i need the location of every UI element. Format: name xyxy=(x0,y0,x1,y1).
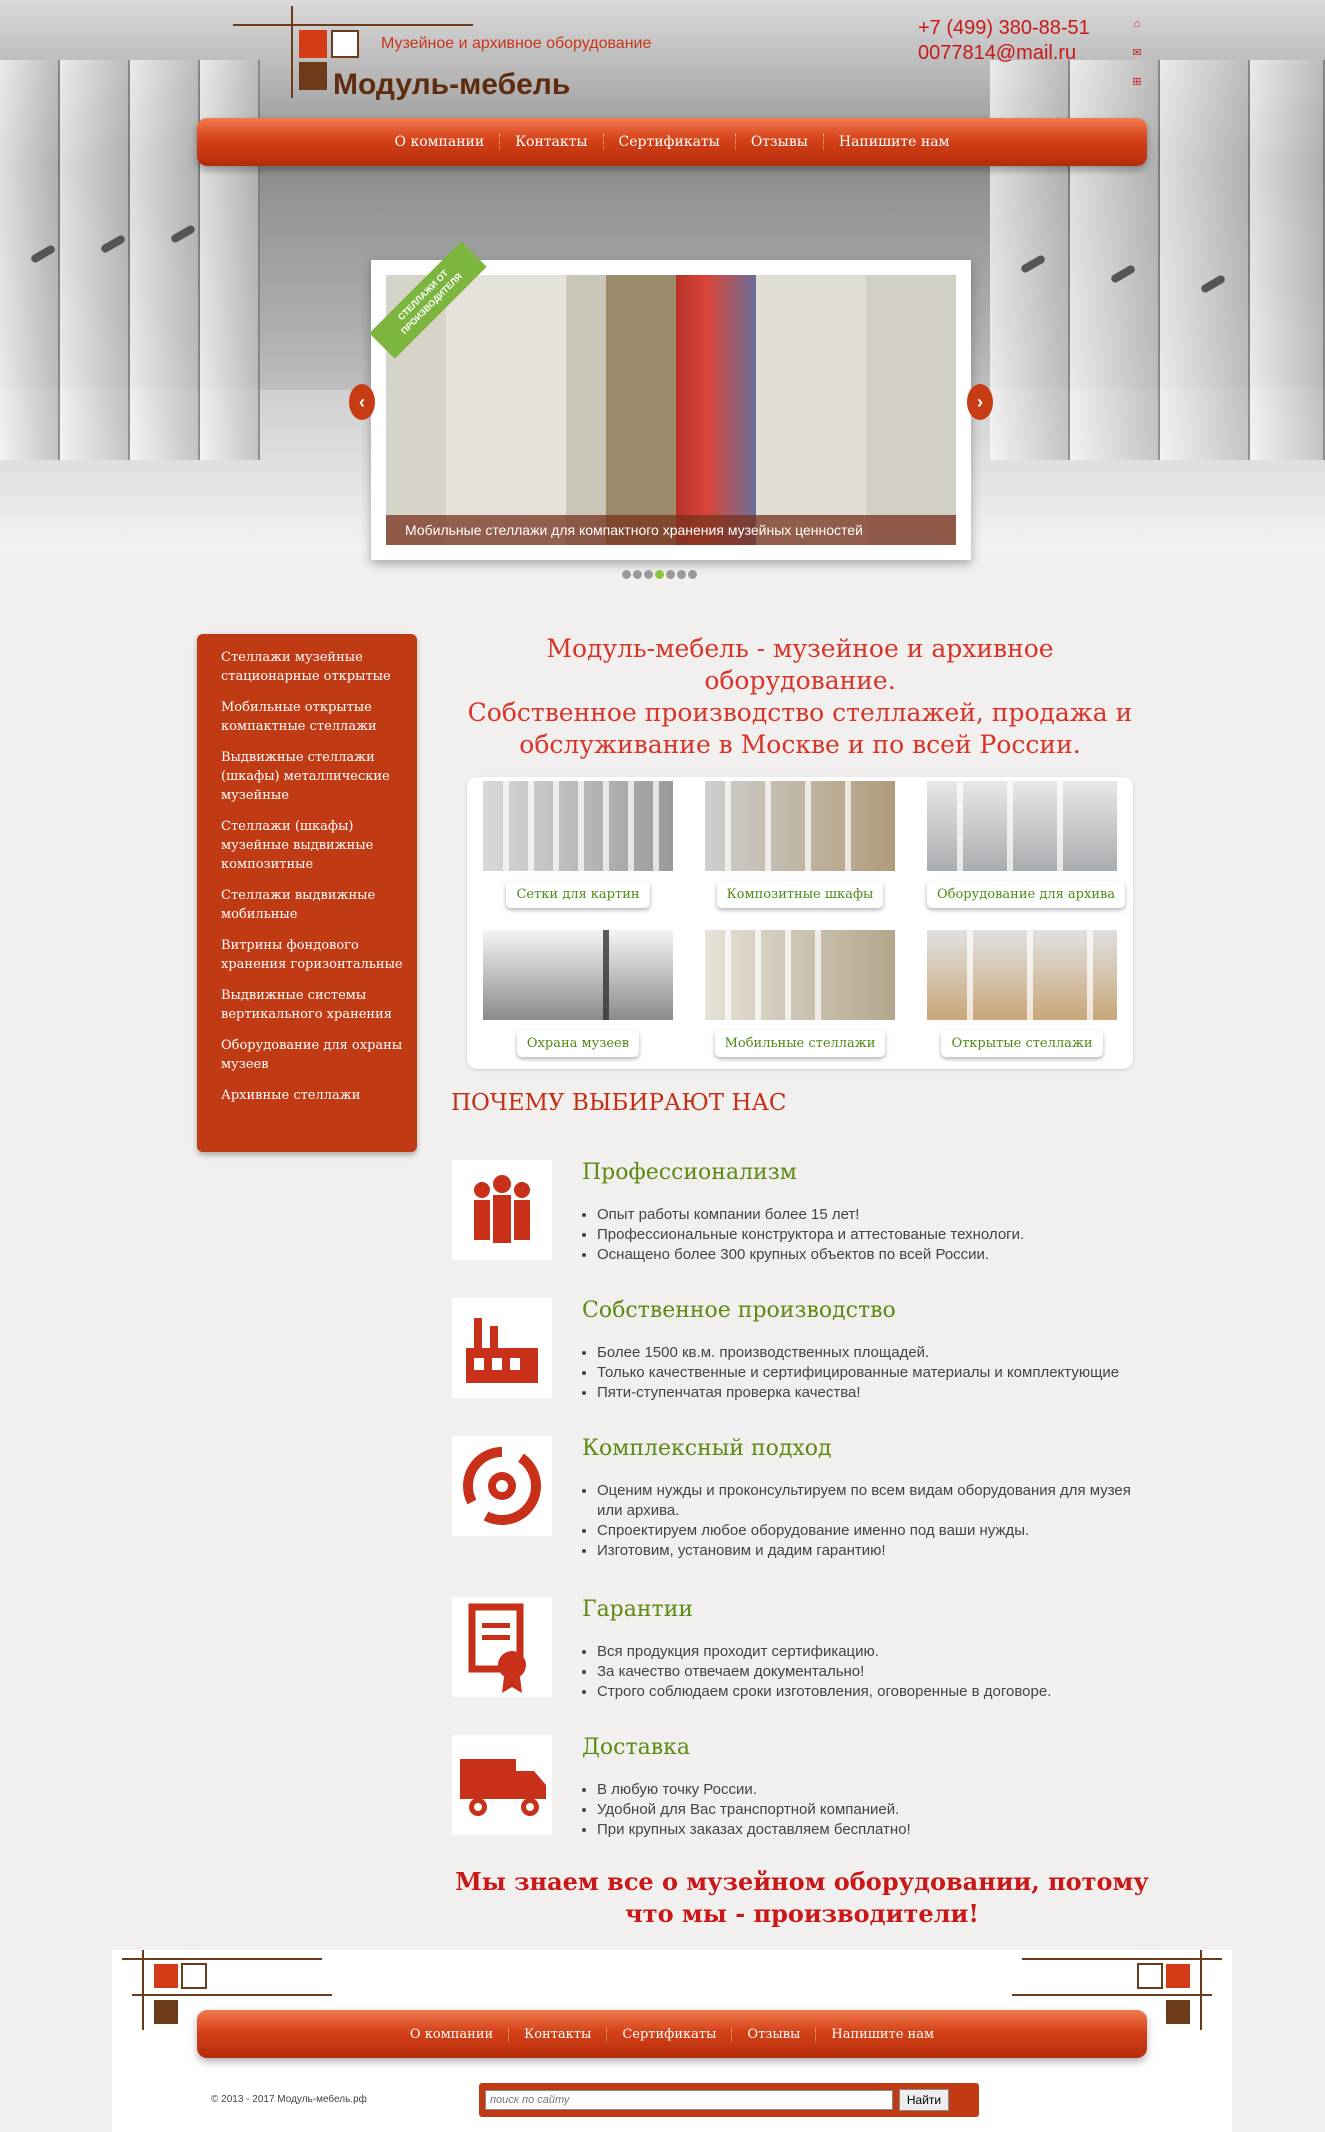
slide-image[interactable] xyxy=(386,275,956,545)
hero-shelf xyxy=(130,60,200,460)
copyright: © 2013 - 2017 Модуль-мебель.рф xyxy=(211,2094,367,2105)
product-image[interactable] xyxy=(705,781,895,871)
hero-shelf xyxy=(1160,60,1250,460)
headline-line: Модуль-мебель - музейное и архивное оборудование. xyxy=(546,634,1054,695)
feature-item: • Опыт работы компании более 15 лет! xyxy=(597,1205,1157,1225)
product-grid xyxy=(467,777,1133,1069)
feature-item: • Пяти-ступенчатая проверка качества! xyxy=(597,1383,1157,1403)
product-card[interactable] xyxy=(483,781,673,908)
footer-nav-reviews[interactable]: Отзывы xyxy=(732,2027,816,2042)
sidebar-item[interactable]: Выдвижные стеллажи (шкафы) металлические музейные xyxy=(221,750,390,803)
slide-caption: Мобильные стеллажи для компактного хранения музейных ценностей xyxy=(386,515,956,545)
product-button[interactable]: Композитные шкафы xyxy=(717,881,884,908)
home-icon[interactable]: ⌂ xyxy=(1133,18,1141,30)
logo-line xyxy=(233,24,473,26)
search-button[interactable]: Найти xyxy=(899,2089,949,2111)
product-image[interactable] xyxy=(927,930,1117,1020)
slider-dot[interactable] xyxy=(666,570,675,579)
why-us-title: ПОЧЕМУ ВЫБИРАЮТ НАС xyxy=(451,1090,787,1116)
search-box xyxy=(479,2083,979,2117)
footer-nav xyxy=(197,2010,1147,2058)
slide-cabinet xyxy=(676,275,756,545)
logo-square xyxy=(299,30,327,58)
hero-shelf xyxy=(1250,60,1325,460)
slider-dot[interactable] xyxy=(633,570,642,579)
feature-item: • Изготовим, установим и дадим гарантию! xyxy=(597,1541,1157,1561)
sidebar-item[interactable]: Стеллажи выдвижные мобильные xyxy=(221,888,376,922)
feature-item: • За качество отвечаем документально! xyxy=(597,1662,1157,1682)
slider-dots xyxy=(622,570,697,579)
hero-shelf xyxy=(0,60,60,460)
slide-cabinet xyxy=(446,275,566,545)
image-slider xyxy=(371,260,971,560)
slider-dot-active[interactable] xyxy=(655,570,664,579)
slider-dot[interactable] xyxy=(644,570,653,579)
header-contacts xyxy=(918,16,1090,66)
product-image[interactable] xyxy=(927,781,1117,871)
phone-number[interactable]: +7 (499) 380-88-51 xyxy=(918,17,1090,39)
slider-dot[interactable] xyxy=(688,570,697,579)
sidebar-item[interactable]: Оборудование для охраны музеев xyxy=(221,1038,403,1072)
feature-title: Гарантии xyxy=(582,1597,694,1622)
feature-item: • Строго соблюдаем сроки изготовления, оговоренные в договоре. xyxy=(597,1682,1157,1702)
feature-item: • В любую точку России. xyxy=(597,1780,1157,1800)
certificate-icon xyxy=(452,1597,552,1697)
footer-nav-contacts[interactable]: Контакты xyxy=(509,2027,607,2042)
nav-reviews[interactable]: Отзывы xyxy=(736,134,824,150)
sidebar-item[interactable]: Стеллажи музейные стационарные открытые xyxy=(221,650,391,684)
closing-statement: Мы знаем все о музейном оборудовании, потому что мы - производители! xyxy=(455,1867,1149,1928)
product-button[interactable]: Мобильные стеллажи xyxy=(715,1030,886,1057)
sidebar-item[interactable]: Выдвижные системы вертикального хранения xyxy=(221,988,392,1022)
site-logo[interactable] xyxy=(233,6,653,106)
logo-square xyxy=(299,62,327,90)
sitemap-icon[interactable]: ⊞ xyxy=(1132,76,1142,88)
product-image[interactable] xyxy=(483,930,673,1020)
nav-certificates[interactable]: Сертификаты xyxy=(604,134,736,150)
feature-item: • Оснащено более 300 крупных объектов по всей России. xyxy=(597,1245,1157,1265)
headline-line: Собственное производство стеллажей, продажа и обслуживание в Москве и по всей России. xyxy=(467,698,1133,759)
slide-ribbon: СТЕЛЛАЖИ ОТ ПРОИЗВОДИТЕЛЯ xyxy=(369,241,486,358)
truck-icon xyxy=(452,1735,552,1835)
email-address[interactable]: 0077814@mail.ru xyxy=(918,42,1077,64)
nav-write-us[interactable]: Напишите нам xyxy=(838,134,950,150)
sidebar-menu xyxy=(197,634,417,1152)
feature-item: • Более 1500 кв.м. производственных площадей. xyxy=(597,1343,1157,1363)
feature-title: Собственное производство xyxy=(582,1298,896,1323)
mail-icon[interactable]: ✉ xyxy=(1132,47,1142,59)
team-icon xyxy=(452,1160,552,1260)
product-button[interactable]: Сетки для картин xyxy=(506,881,649,908)
feature-item: • Оценим нужды и проконсультируем по всем видам оборудования для музея или архива. xyxy=(597,1481,1157,1521)
product-card[interactable] xyxy=(483,930,673,1057)
feature-item: • Удобной для Вас транспортной компанией. xyxy=(597,1800,1157,1820)
hero-shelf xyxy=(60,60,130,460)
slider-dot[interactable] xyxy=(622,570,631,579)
product-button[interactable]: Открытые стеллажи xyxy=(941,1030,1102,1057)
feature-title: Комплексный подход xyxy=(582,1436,832,1461)
product-image[interactable] xyxy=(483,781,673,871)
feature-title: Доставка xyxy=(582,1735,690,1760)
product-image[interactable] xyxy=(705,930,895,1020)
slide-cabinet xyxy=(756,275,866,545)
feature-item: • Спроектируем любое оборудование именно под ваши нужды. xyxy=(597,1521,1157,1541)
page-headline xyxy=(450,633,1150,761)
main-nav xyxy=(197,118,1147,166)
product-card[interactable] xyxy=(927,930,1117,1057)
slider-dot[interactable] xyxy=(677,570,686,579)
sidebar-item[interactable]: Мобильные открытые компактные стеллажи xyxy=(221,700,377,734)
footer-nav-certificates[interactable]: Сертификаты xyxy=(607,2027,732,2042)
search-input[interactable] xyxy=(485,2090,893,2110)
feature-item: • При крупных заказах доставляем бесплатно! xyxy=(597,1820,1157,1840)
feature-item: • Вся продукция проходит сертификацию. xyxy=(597,1642,1157,1662)
nav-contacts[interactable]: Контакты xyxy=(500,134,603,150)
slider-prev-arrow[interactable]: ‹ xyxy=(349,384,375,420)
feature-item: • Профессиональные конструктора и аттестованые технологи. xyxy=(597,1225,1157,1245)
product-button[interactable]: Охрана музеев xyxy=(517,1030,639,1057)
product-card[interactable] xyxy=(927,781,1117,908)
feature-item: • Только качественные и сертифицированные материалы и комплектующие xyxy=(597,1363,1157,1383)
logo-line xyxy=(291,6,293,98)
logo-brand: Модуль-мебель xyxy=(333,68,571,101)
feature-title: Профессионализм xyxy=(582,1160,797,1185)
slider-next-arrow[interactable]: › xyxy=(967,384,993,420)
sidebar-item[interactable]: Архивные стеллажи xyxy=(221,1088,361,1103)
sidebar-item[interactable]: Стеллажи (шкафы) музейные выдвижные композитные xyxy=(221,819,374,872)
gear-cycle-icon xyxy=(452,1436,552,1536)
footer-nav-about[interactable]: О компании xyxy=(395,2027,509,2042)
sidebar-item[interactable]: Витрины фондового хранения горизонтальные xyxy=(221,938,403,972)
slide-cabinet xyxy=(566,275,606,545)
logo-square xyxy=(331,30,359,58)
product-card[interactable] xyxy=(705,781,895,908)
footer xyxy=(112,1950,1232,2132)
nav-about[interactable]: О компании xyxy=(380,134,501,150)
slide-cabinet xyxy=(606,275,676,545)
slide-cabinet xyxy=(866,275,956,545)
product-button[interactable]: Оборудование для архива xyxy=(927,881,1125,908)
factory-icon xyxy=(452,1298,552,1398)
product-card[interactable] xyxy=(705,930,895,1057)
logo-tagline: Музейное и архивное оборудование xyxy=(381,35,652,52)
footer-nav-write-us[interactable]: Напишите нам xyxy=(831,2026,935,2042)
